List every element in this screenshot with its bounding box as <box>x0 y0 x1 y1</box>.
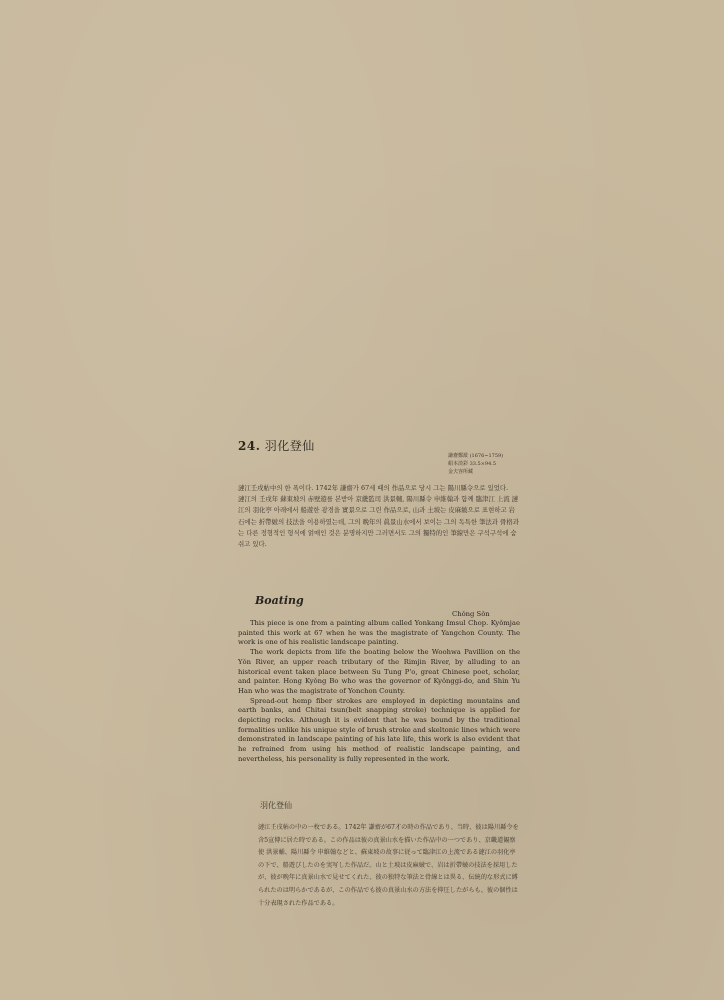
collection: 金夫容所藏 <box>448 469 474 475</box>
english-title: Boating <box>255 594 304 607</box>
entry-heading <box>238 437 315 454</box>
english-paragraph: Spread-out hemp fiber strokes are employed in depicting mountains and earth banks, and Chitai tsun(belt snapping stroke) technique is applied for depicting rocks. Although it is evident that he was bound by the traditional formalities unlike his unique style of brush stroke and skeltonic lines which were demonstrated in landscape painting of his late life, this work is also evident that he refrained from using his method of realistic landscape painting, and nevertheless, his personality is fully represented in the work. <box>238 696 520 763</box>
english-text <box>238 619 520 765</box>
medium-size: 絹本淡彩 33.5×94.5 <box>448 461 497 467</box>
entry-number: 24. <box>238 439 261 453</box>
japanese-text <box>258 822 520 910</box>
english-author: Chŏng Sŏn <box>452 610 490 618</box>
korean-paragraph: 漣江의 壬戌年 蘇東坡의 赤壁遊를 본받아 京畿監司 洪景輔, 陽川縣令 申維翰과 함께 臨津江 上流 漣江의 羽化亭 아래에서 船遊한 광경을 實景으로 그린 作品으로, 山과 土坡는 皮麻皴으로 표현하고 岩石에는 折帶皴의 技法을 이용하였는데, 그의 晩年의 眞景山水에서 보이는 그의 독특한 筆法과 骨格과는 다른 정형적인 형식에 얽매인 것은 분명하지만 그러면서도 그의 獨特的인 筆線만은 구석구석에 숨쉬고 있다. <box>238 495 519 549</box>
english-paragraph: The work depicts from life the boating below the Woohwa Pavillion on the Yŏn River, an upper reach tributary of the Rimjin River, by alluding to an historical event taken place between Su Tung P'o, great Chinese poet, scholar, and painter. Hong Kyŏng Bo who was the governor of Kyŏnggi-do, and Shin Yu Han who was the magistrate of Yonchon County. <box>238 648 520 695</box>
artist-dates: 謙齋鄭敾 (1676~1759) <box>448 453 504 459</box>
korean-text <box>238 483 520 550</box>
japanese-paragraph: 漣江壬戌帖の中の一枚である。1742年 謙齋が67才の時の作品であり、当時、彼は陽川縣令を含5宣傳に居た時である。この作品は彼の真景山水を描いた作品中の一つであり、京畿道観察使 洪景輔、陽川縣令 申維翰などと、蘇東坡の故事に従って臨津江の上流である漣江の羽化亭の下で、船遊びしたのを実写した作品だ。山と土坡は皮麻皴で、岩は折帶皴の技法を採用したが、彼が晩年に真景山水で見せてくれた、彼の独特な筆法と骨線とは異る、伝統的な形式に縛られたのは明らかであるが、この作品でも彼の真景山水の方法を抑圧したがらも、彼の個性は十分表現された作品である。 <box>258 824 519 907</box>
english-paragraph: This piece is one from a painting album called Yonkang Imsul Chop. Kyŏmjae painted this work at 67 when he was the magistrate of Yangchon County. The work is one of his realistic landscape painting. <box>238 619 520 647</box>
entry-metadata <box>448 452 538 476</box>
entry-title-cjk: 羽化登仙 <box>264 439 315 453</box>
japanese-title: 羽化登仙 <box>260 801 292 810</box>
korean-paragraph: 漣江壬戌帖中의 한 폭이다. 1742年 謙齋가 67세 때의 作品으로 당시 그는 陽川縣令으로 있었다. <box>238 484 509 492</box>
